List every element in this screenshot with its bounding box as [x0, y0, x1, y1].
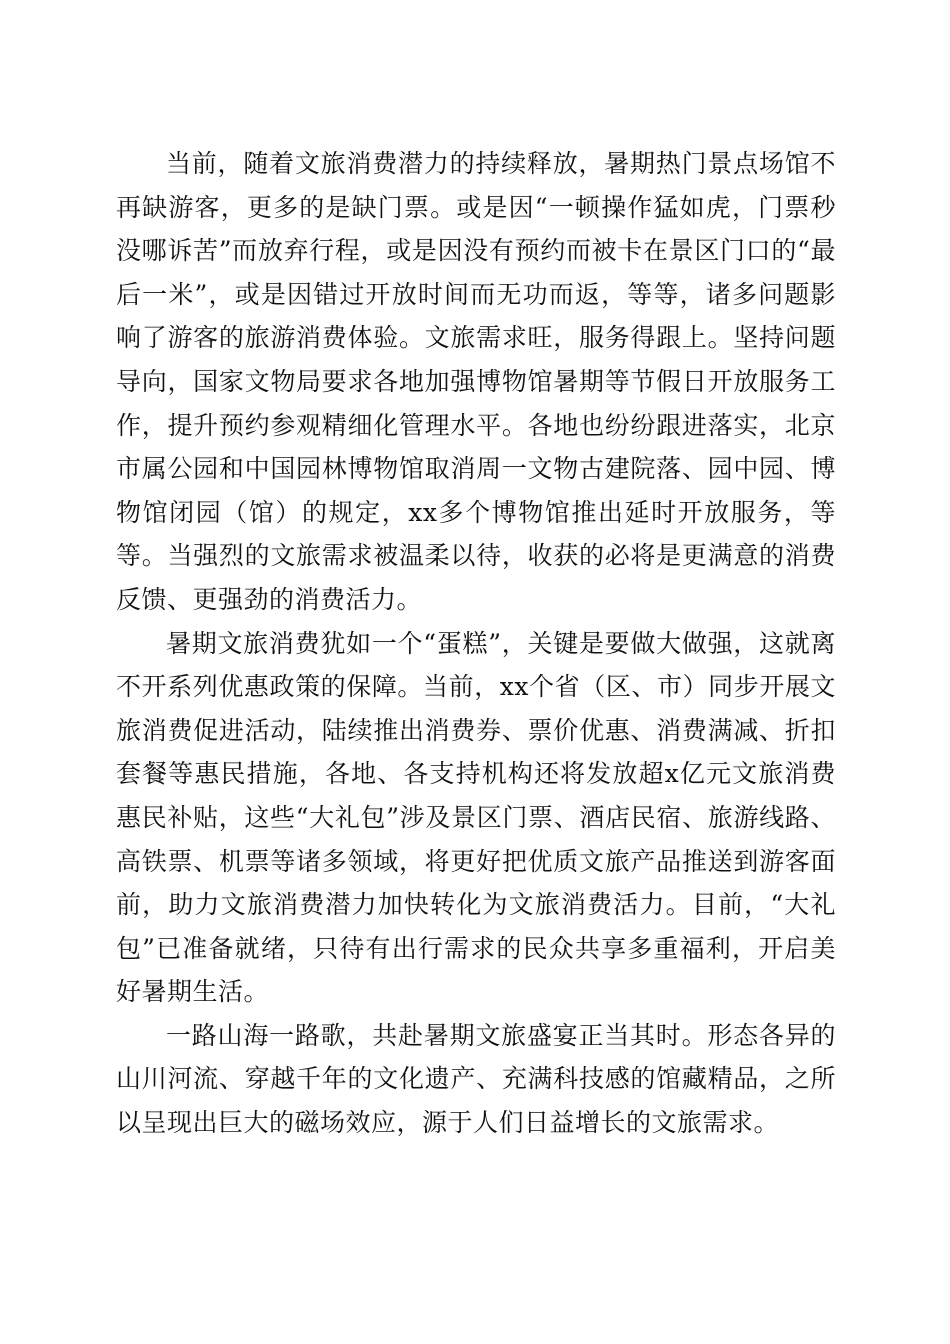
paragraph-3: 一路山海一路歌，共赴暑期文旅盛宴正当其时。形态各异的山川河流、穿越千年的文化遗产、充满科技感的馆藏精品，之所以呈现出巨大的磁场效应，源于人们日益增长的文旅需求。 [116, 1020, 836, 1138]
paragraph-2: 暑期文旅消费犹如一个“蛋糕”，关键是要做大做强，这就离不开系列优惠政策的保障。当前，xx个省（区、市）同步开展文旅消费促进活动，陆续推出消费券、票价优惠、消费满减、折扣套餐等惠民措施，各地、各支持机构还将发放超x亿元文旅消费惠民补贴，这些“大礼包”涉及景区门票、酒店民宿、旅游线路、高铁票、机票等诸多领域，将更好把优质文旅产品推送到游客面前，助力文旅消费潜力加快转化为文旅消费活力。目前，“大礼包”已准备就绪，只待有出行需求的民众共享多重福利，开启美好暑期生活。 [116, 628, 836, 1007]
paragraph-1: 当前，随着文旅消费潜力的持续释放，暑期热门景点场馆不再缺游客，更多的是缺门票。或是因“一顿操作猛如虎，门票秒没哪诉苦”而放弃行程，或是因没有预约而被卡在景区门口的“最后一米”，或是因错过开放时间而无功而返，等等，诸多问题影响了游客的旅游消费体验。文旅需求旺，服务得跟上。坚持问题导向，国家文物局要求各地加强博物馆暑期等节假日开放服务工作，提升预约参观精细化管理水平。各地也纷纷跟进落实，北京市属公园和中国园林博物馆取消周一文物古建院落、园中园、博物馆闭园（馆）的规定，xx多个博物馆推出延时开放服务，等等。当强烈的文旅需求被温柔以待，收获的必将是更满意的消费反馈、更强劲的消费活力。 [116, 149, 836, 614]
document-body [116, 142, 836, 1145]
